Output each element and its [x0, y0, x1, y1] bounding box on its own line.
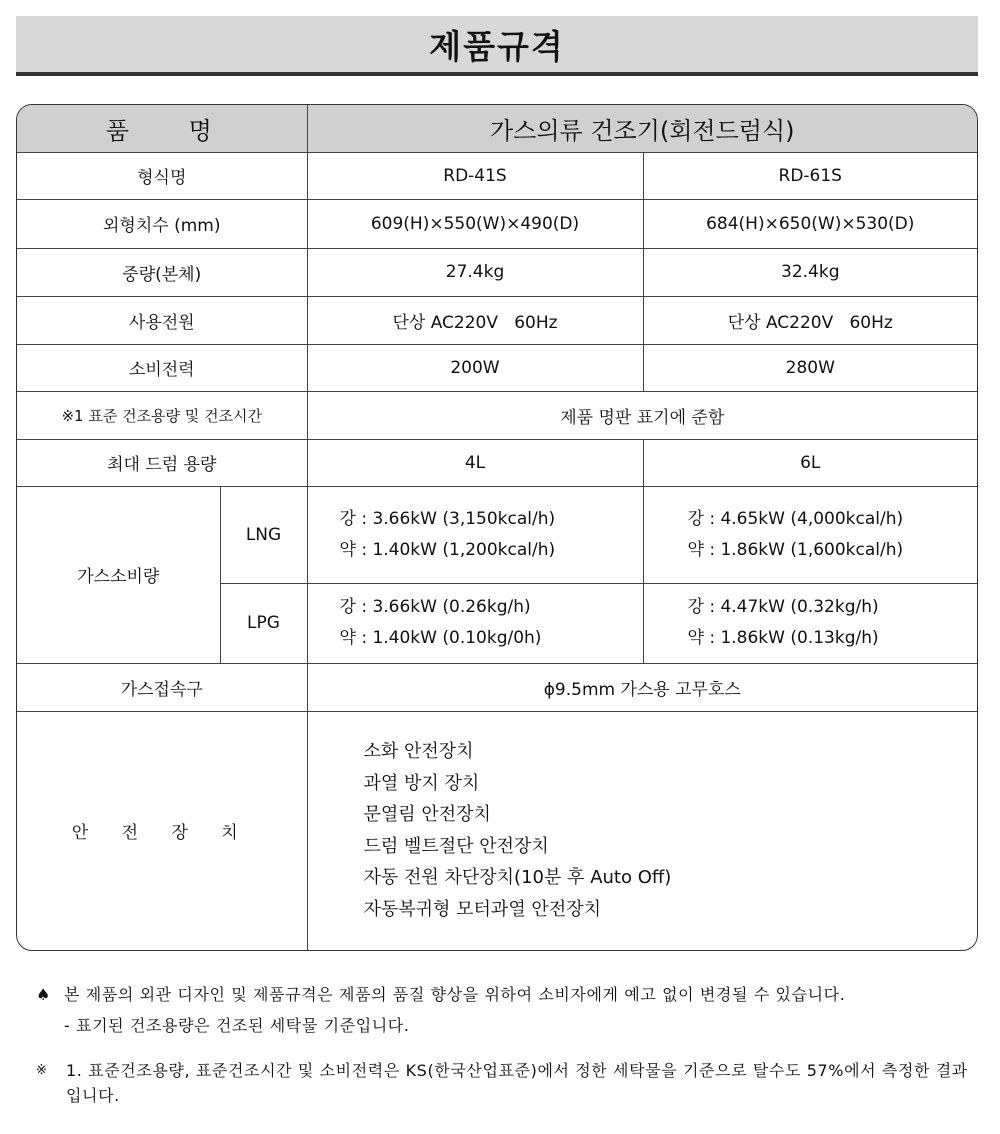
- lng-a-weak: 약 : 1.40kW (1,200kcal/h): [339, 539, 556, 560]
- lng-b-weak: 약 : 1.86kW (1,600kcal/h): [687, 539, 904, 560]
- lng-b-cell: [643, 486, 977, 583]
- lpg-a-weak: 약 : 1.40kW (0.10kg/0h): [339, 628, 542, 648]
- gas-consumption-label: 가스소비량: [17, 486, 220, 663]
- lpg-label: LPG: [220, 583, 307, 663]
- model-b: RD-61S: [643, 152, 977, 199]
- model-a: RD-41S: [307, 152, 643, 199]
- footnote-line: [36, 1058, 971, 1108]
- lng-a-strong: 강 : 3.66kW (3,150kcal/h): [339, 508, 556, 529]
- model-label: 형식명: [17, 152, 307, 199]
- spade-bullet-icon: ♠: [36, 985, 51, 1004]
- safety-item: 과열 방지 장치: [363, 772, 480, 794]
- power-consumption-b: 280W: [643, 344, 977, 391]
- lpg-b-weak: 약 : 1.86kW (0.13kg/h): [687, 628, 879, 648]
- page-title: 제품규격: [429, 26, 565, 66]
- dimensions-row: [17, 199, 977, 248]
- gas-lng-row: [17, 486, 977, 583]
- lpg-b-cell: [643, 583, 977, 663]
- dimensions-b: 684(H)×650(W)×530(D): [643, 199, 977, 248]
- power-consumption-label: 소비전력: [17, 344, 307, 391]
- page-title-bar: [16, 16, 978, 76]
- notice-text: 본 제품의 외관 디자인 및 제품규격은 제품의 품질 향상을 위하여 소비자에게 예고 없이 변경될 수 있습니다.: [64, 985, 846, 1004]
- footnote-text: 1. 표준건조용량, 표준건조시간 및 소비전력은 KS(한국산업표준)에서 정한 세탁물을 기준으로 탈수도 57%에서 측정한 결과입니다.: [66, 1061, 968, 1105]
- standard-capacity-row: [17, 391, 977, 439]
- safety-row: [17, 711, 977, 950]
- power-consumption-row: [17, 344, 977, 391]
- dimensions-a: 609(H)×550(W)×490(D): [307, 199, 643, 248]
- model-row: [17, 152, 977, 199]
- power-consumption-a: 200W: [307, 344, 643, 391]
- standard-capacity-value: 제품 명판 표기에 준함: [307, 391, 977, 439]
- power-supply-b: 단상 AC220V 60Hz: [643, 296, 977, 344]
- lng-b-strong: 강 : 4.65kW (4,000kcal/h): [687, 508, 904, 529]
- weight-row: [17, 248, 977, 296]
- safety-item: 자동 전원 차단장치(10분 후 Auto Off): [363, 867, 672, 889]
- safety-item: 소화 안전장치: [363, 741, 474, 763]
- spec-table: [16, 104, 978, 951]
- gas-connection-row: [17, 663, 977, 711]
- weight-b: 32.4kg: [643, 248, 977, 296]
- safety-label: 안 전 장 치: [17, 711, 307, 950]
- power-supply-a: 단상 AC220V 60Hz: [307, 296, 643, 344]
- power-supply-row: [17, 296, 977, 344]
- notes-section: [36, 982, 971, 1108]
- weight-label: 중량(본체): [17, 248, 307, 296]
- drum-capacity-row: [17, 439, 977, 486]
- footnote-mark: ※: [36, 1063, 47, 1078]
- lpg-a-strong: 강 : 3.66kW (0.26kg/h): [339, 597, 531, 617]
- safety-item: 드럼 벨트절단 안전장치: [363, 835, 549, 857]
- drum-capacity-a: 4L: [307, 439, 643, 486]
- drum-capacity-label: 최대 드럼 용량: [17, 439, 307, 486]
- lng-a-cell: [307, 486, 643, 583]
- lng-label: LNG: [220, 486, 307, 583]
- standard-capacity-label: ※1 표준 건조용량 및 건조시간: [17, 391, 307, 439]
- gas-connection-value: ϕ9.5mm 가스용 고무호스: [307, 663, 977, 711]
- header-row: [17, 105, 977, 152]
- product-name-value: 가스의류 건조기(회전드럼식): [307, 105, 977, 152]
- product-name-label: 품 명: [17, 105, 307, 152]
- safety-item: 자동복귀형 모터과열 안전장치: [363, 898, 601, 920]
- dimensions-label: 외형치수 (mm): [17, 199, 307, 248]
- lpg-b-strong: 강 : 4.47kW (0.32kg/h): [687, 597, 879, 617]
- gas-connection-label: 가스접속구: [17, 663, 307, 711]
- safety-item: 문열림 안전장치: [363, 804, 491, 826]
- lpg-a-cell: [307, 583, 643, 663]
- safety-list: [307, 711, 977, 950]
- drum-capacity-b: 6L: [643, 439, 977, 486]
- notice-line: [36, 982, 971, 1007]
- notice-subtext: - 표기된 건조용량은 건조된 세탁물 기준입니다.: [64, 1016, 410, 1035]
- weight-a: 27.4kg: [307, 248, 643, 296]
- power-supply-label: 사용전원: [17, 296, 307, 344]
